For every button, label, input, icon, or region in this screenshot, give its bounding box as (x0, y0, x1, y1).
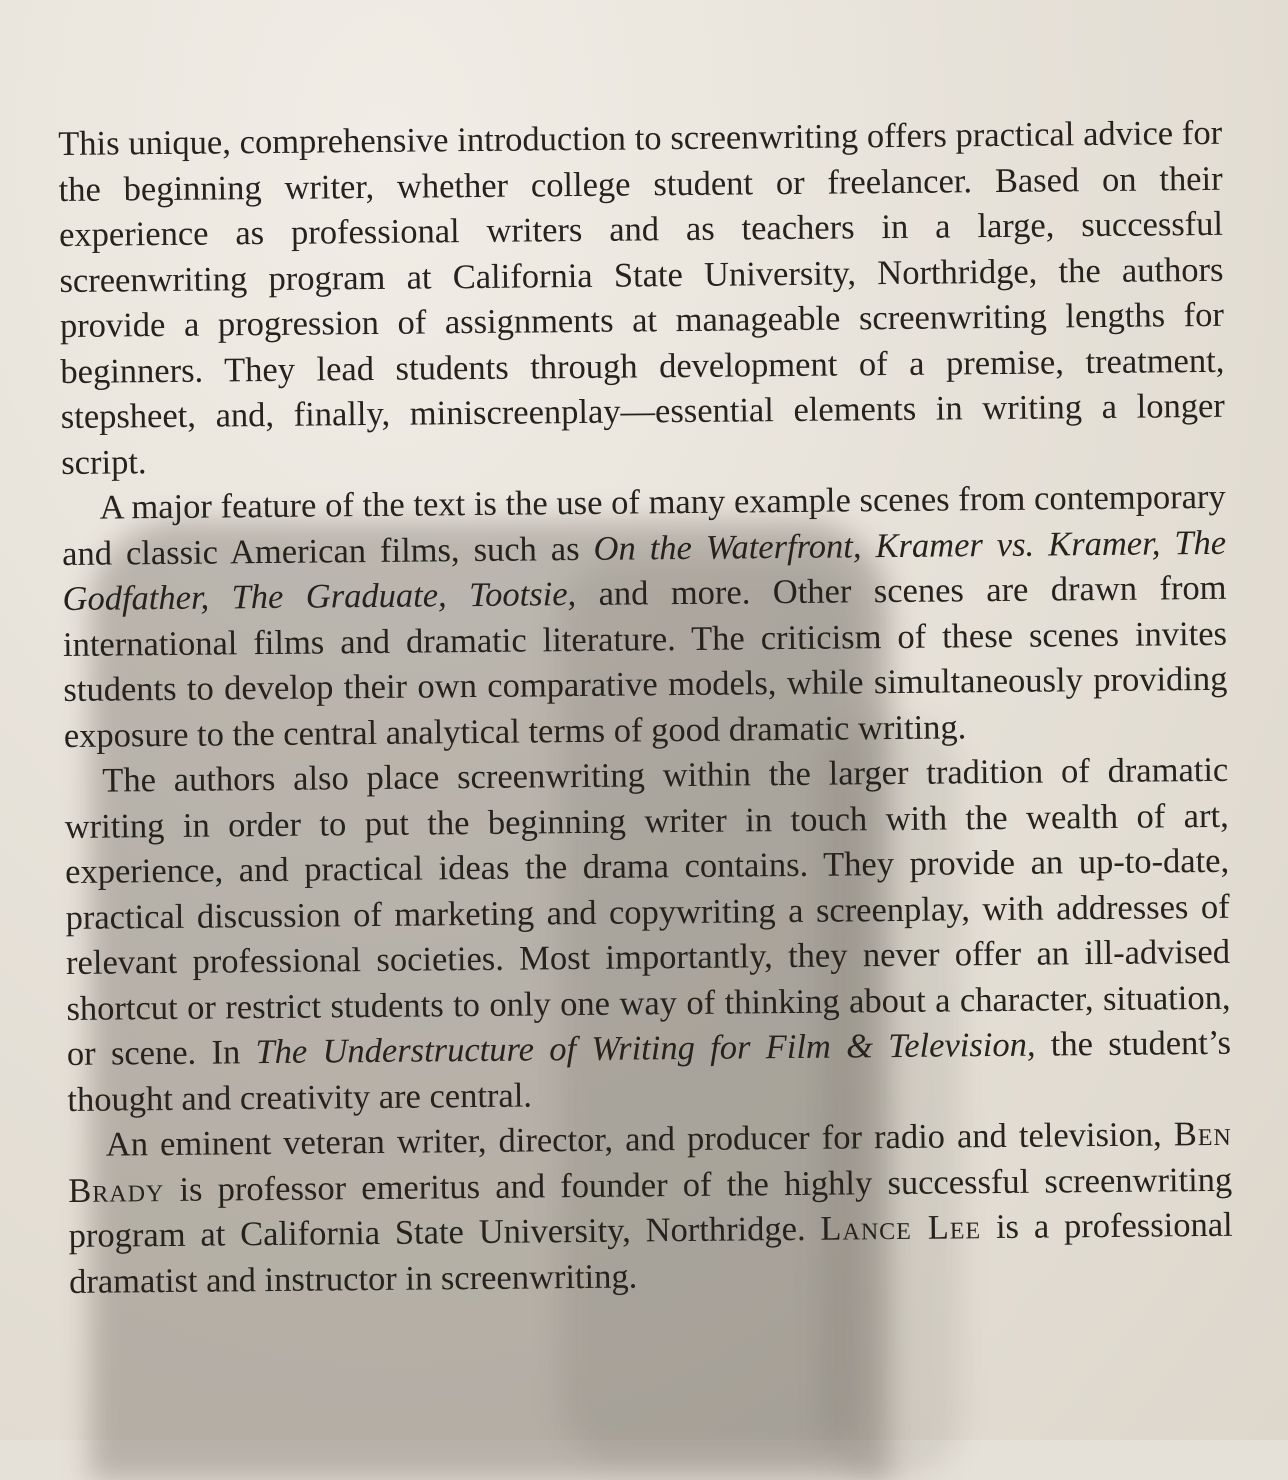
paragraph-tradition (64, 748, 1231, 1123)
text-segment: The authors also place screenwriting within the larger tradition of dramatic writing in order to put the beginning writer in touch with the wealth of art, experience, and practical ideas the drama contains. They provide an up-to-date, practical discussion of marketing and copywriting a screenplay, with addresses of relevant professional societies. Most importantly, they never offer an ill-advised shortcut or restrict students to only one way of thinking about a character, situation, or scene. In (64, 750, 1231, 1073)
text-segment: is a professional dramatist and instructor in screenwriting. (68, 1205, 1233, 1301)
text-segment: An eminent veteran writer, director, and producer for radio and television, (105, 1115, 1174, 1164)
paragraph-intro: This unique, comprehensive introduction to screenwriting offers practical advice for the beginning writer, whether college student or freelancer. Based on their experience as professional writers and as teachers in a large, successful screenwriting program at California State University, Northridge, the authors provide a progression of assignments at manageable screenwriting lengths for beginners. They lead students through development of a premise, treatment, stepsheet, and, finally, miniscreenplay—essential elements in writing a longer script. (58, 113, 1225, 482)
author-name-ben-brady: Ben Brady (68, 1114, 1232, 1210)
book-title: The Understructure of Writing for Film & Television, (255, 1025, 1036, 1072)
text-segment: A major feature of the text is the use of many example scenes from contemporary and classic American films, such as (61, 477, 1226, 573)
author-name-lance-lee: Lance Lee (820, 1208, 982, 1248)
text-segment: and more. Other scenes are drawn from international films and dramatic literature. The criticism of these scenes invites students to develop their own comparative models, while simultaneously providing exposure to the central analytical terms of good dramatic writing. (62, 568, 1228, 755)
text-segment: the student’s thought and creativity are central. (67, 1023, 1232, 1119)
paragraph-authors (68, 1112, 1234, 1305)
film-titles: On the Waterfront, Kramer vs. Kramer, The Godfather, The Graduate, Tootsie, (62, 523, 1227, 618)
paragraph-example-scenes (61, 475, 1228, 759)
cover-blurb (58, 111, 1233, 1305)
text-segment: is professor emeritus and founder of the highly successful screenwriting program at California State University, Northridge. (68, 1160, 1233, 1255)
